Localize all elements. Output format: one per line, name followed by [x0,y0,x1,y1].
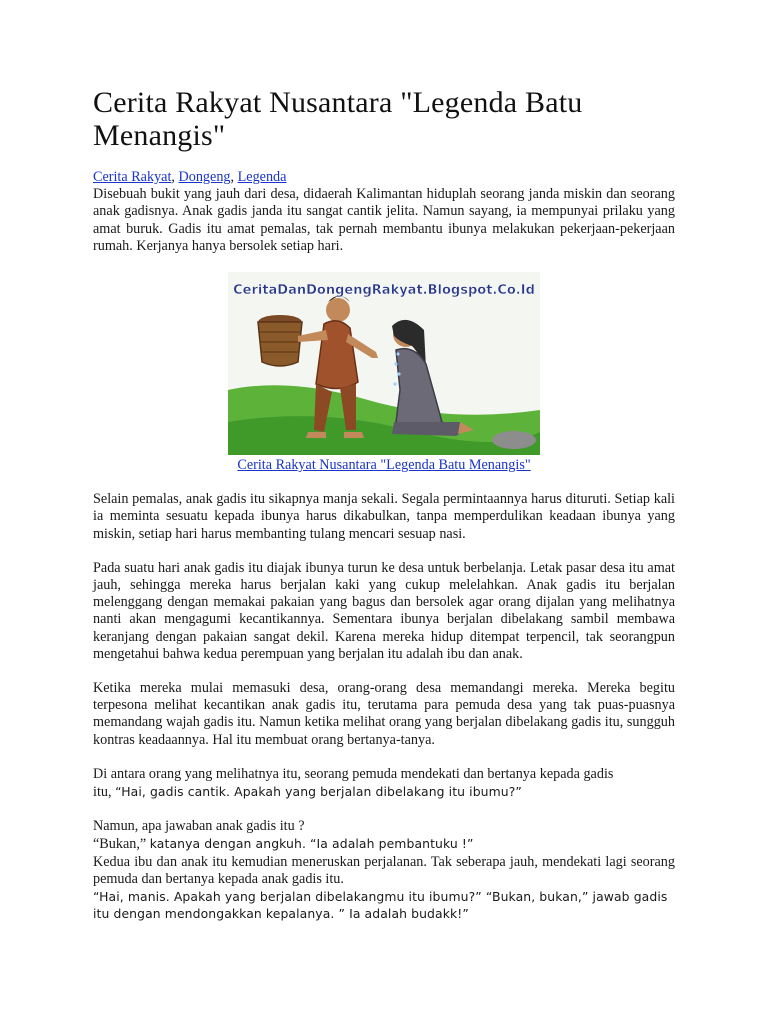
paragraph-5-answer-rest: katanya dengan angkuh. “Ia adalah pembantuku !” [149,836,474,852]
tag-link-cerita-rakyat[interactable]: Cerita Rakyat [93,169,172,185]
tag-separator: , [230,169,238,185]
paragraph-4-line-1: Di antara orang yang melihatnya itu, seorang pemuda mendekati dan bertanya kepada gadis [93,765,614,782]
tag-link-legenda[interactable]: Legenda [237,169,287,185]
intro-paragraph: Disebuah bukit yang jauh dari desa, didaerah Kalimantan hiduplah seorang janda miskin dan seorang anak gadisnya. Anak gadis janda itu sangat cantik jelita. Namun sayang, ia mempunyai prilaku yang amat buruk. Gadis itu amat pemalas, tak pernah membantu ibunya melakukan pekerjaan-pekerjaan rumah. Kerjanya hanya bersolek setiap hari. [93,186,675,254]
paragraph-3: Ketika mereka mulai memasuki desa, orang-orang desa memandangi mereka. Mereka begitu terpesona melihat kecantikan anak gadis itu, terutama para pemuda desa yang tak puas-puasnya memandang wajah gadis itu. Namun ketika melihat orang yang berjalan dibelakang gadis itu, sungguh kontras keadaannya. Hal itu membuat orang bertanya-tanya. [93,680,675,748]
paragraph-5 [93,818,675,922]
story-illustration [228,272,540,455]
figure-caption [93,457,675,474]
image-watermark: CeritaDanDongengRakyat.Blogspot.Co.Id [233,283,535,299]
paragraph-4-line-2 [93,783,675,801]
article-figure [93,272,675,474]
paragraph-5-dialogue-2: itu dengan mendongakkan kepalanya. ” Ia adalah budakk!” [93,906,469,922]
paragraph-5-answer [93,835,675,853]
caption-link[interactable]: Cerita Rakyat Nusantara "Legenda Batu Menangis" [237,457,531,474]
paragraph-5-narration: Kedua ibu dan anak itu kemudian meneruskan perjalanan. Tak seberapa jauh, mendekati lagi seorang pemuda dan bertanya kepada anak gadis itu. [93,853,675,887]
article-title: Cerita Rakyat Nusantara "Legenda Batu Menangis" [93,86,583,152]
paragraph-5-question: Namun, apa jawaban anak gadis itu ? [93,818,305,835]
paragraph-1: Selain pemalas, anak gadis itu sikapnya manja sekali. Segala permintaannya harus dituruti. Setiap kali ia meminta sesuatu kepada ibunya harus dikabulkan, tanpa memperdulikan keadaan ibunya yang miskin, setiap hari harus membanting tulang mencari sesuap nasi. [93,491,675,542]
tag-separator: , [171,169,179,185]
paragraph-5-answer-lead: “Bukan,” [93,836,150,853]
tag-link-dongeng[interactable]: Dongeng [178,169,231,185]
paragraph-2: Pada suatu hari anak gadis itu diajak ibunya turun ke desa untuk berbelanja. Letak pasar desa itu amat jauh, sehingga mereka harus berjalan kaki yang cukup melelahkan. Anak gadis itu berjalan melenggang dengan memakai pakaian yang bagus dan bersolek agar orang dijalan yang melihatnya nanti akan mengagumi kecantikannya. Sementara ibunya berjalan dibelakang sambil membawa keranjang dengan pakaian sangat dekil. Karena mereka hidup ditempat terpencil, tak seorangpun mengetahui bahwa kedua perempuan yang berjalan itu adalah ibu dan anak. [93,559,675,662]
paragraph-4-lead: itu, [93,784,116,801]
paragraph-5-dialogue-1: “Hai, manis. Apakah yang berjalan dibelakangmu itu ibumu?” “Bukan, bukan,” jawab gadis [93,889,668,905]
tag-links [93,169,675,186]
paragraph-4 [93,766,675,801]
paragraph-4-quote: “Hai, gadis cantik. Apakah yang berjalan dibelakang itu ibumu?” [115,784,522,800]
article [93,86,675,922]
